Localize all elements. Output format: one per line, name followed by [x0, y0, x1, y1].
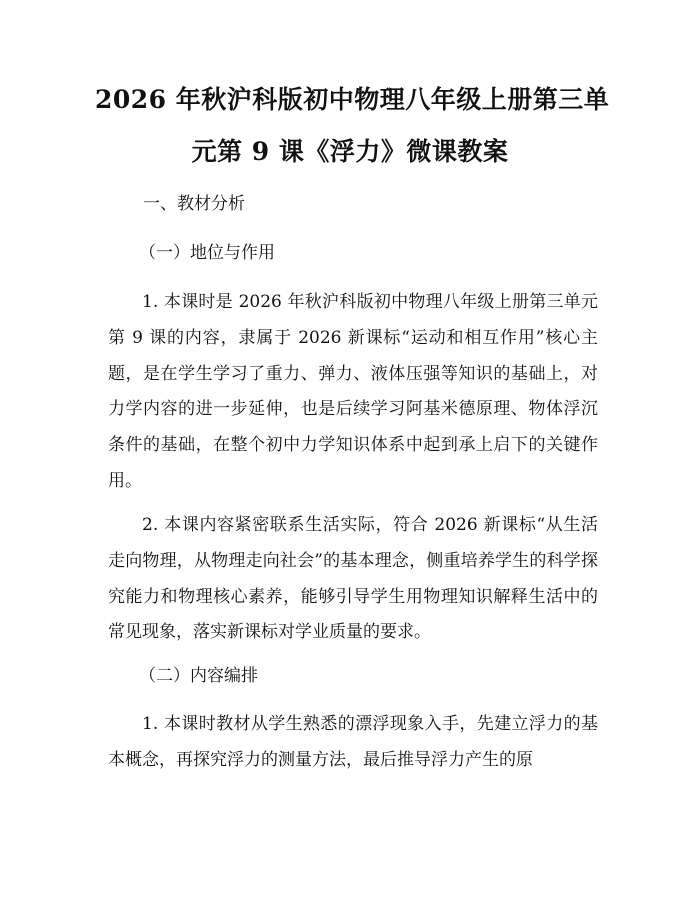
subsection-heading-position-and-role: （一）地位与作用 [139, 243, 275, 263]
subsection-heading-content-arrangement: （二）内容编排 [139, 666, 258, 686]
paragraph-position-role-2: 2. 本课内容紧密联系生活实际，符合 2026 新课标“从生活走向物理，从物理走向社会”的基本理念，侧重培养学生的科学探究能力和物理核心素养，能够引导学生用物理知识解释生活中的常见现象，落实新课标对学业质量的要求。 [108, 515, 598, 643]
paragraph-position-role-1: 1. 本课时是 2026 年秋沪科版初中物理八年级上册第三单元第 9 课的内容，隶属于 2026 新课标“运动和相互作用”核心主题，是在学生学习了重力、弹力、液体压强等知识的基础上，对力学内容的进一步延伸，也是后续学习阿基米德原理、物体浮沉条件的基础，在整个初中力学知识体系中起到承上启下的关键作用。 [108, 292, 598, 491]
section-heading-textbook-analysis: 一、教材分析 [143, 194, 245, 214]
document-title-line-2: 元第 9 课《浮力》微课教案 [191, 137, 509, 166]
paragraph-content-arrangement-1: 1. 本课时教材从学生熟悉的漂浮现象入手，先建立浮力的基本概念，再探究浮力的测量方法，最后推导浮力产生的原 [108, 714, 598, 770]
document-title-line-1: 2026 年秋沪科版初中物理八年级上册第三单 [95, 85, 610, 114]
